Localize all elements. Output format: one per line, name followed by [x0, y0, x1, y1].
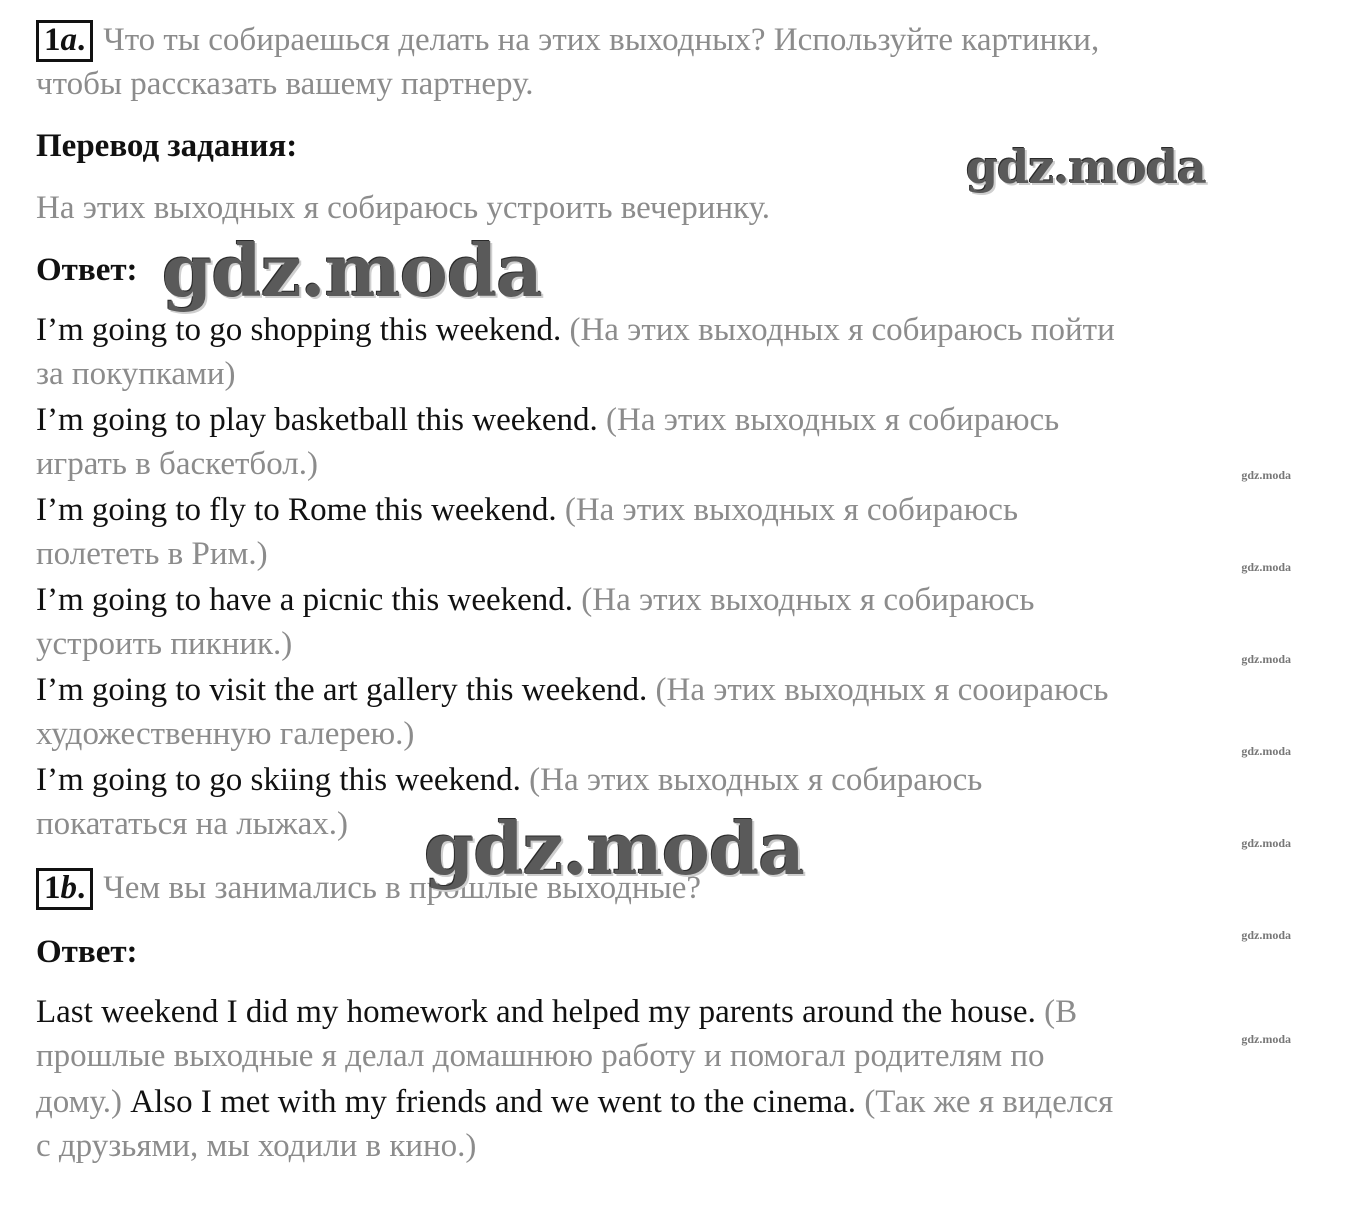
answer-1b-line4: с друзьями, мы ходили в кино.) — [36, 1128, 477, 1164]
answer-heading-1: Ответ: — [36, 252, 138, 288]
translation-text: На этих выходных я собираюсь устроить вечеринку. — [36, 190, 771, 226]
task-1a-question-line2: чтобы рассказать вашему партнеру. — [36, 66, 534, 102]
watermark-small: gdz.moda — [1241, 836, 1291, 850]
watermark-small: gdz.moda — [1241, 560, 1291, 574]
task-1b-number-box: 1b. — [36, 868, 93, 910]
task-1b-question: 1b. Чем вы занимались в прошлые выходные? — [36, 868, 701, 910]
answer-1a-line: I’m going to play basketball this weekend. (На этих выходных я собираюсь — [36, 402, 1060, 438]
watermark-small: gdz.moda — [1241, 468, 1291, 482]
answer-1b-line2: прошлые выходные я делал домашнюю работу и помогал родителям по — [36, 1038, 1045, 1074]
watermark-logo: gdz.moda — [966, 140, 1206, 194]
answer-1a-translation-cont: художественную галерею.) — [36, 716, 415, 752]
task-1a-number-box: 1a. — [36, 20, 93, 62]
watermark-logo: gdz.moda — [424, 806, 804, 891]
translation-heading: Перевод задания: — [36, 128, 298, 164]
answer-1a-translation-cont: покататься на лыжах.) — [36, 806, 349, 842]
answer-1a-translation-cont: за покупками) — [36, 356, 236, 392]
answer-heading-2: Ответ: — [36, 934, 138, 970]
watermark-small: gdz.moda — [1241, 928, 1291, 942]
answer-1a-line: I’m going to go skiing this weekend. (На этих выходных я собираюсь — [36, 762, 983, 798]
answer-1a-translation-cont: играть в баскетбол.) — [36, 446, 318, 482]
watermark-logo: gdz.moda — [162, 228, 542, 313]
watermark-small: gdz.moda — [1241, 744, 1291, 758]
answer-1a-translation-cont: полететь в Рим.) — [36, 536, 268, 572]
answer-1a-line: I’m going to fly to Rome this weekend. (На этих выходных я собираюсь — [36, 492, 1018, 528]
answer-1a-line: I’m going to have a picnic this weekend. (На этих выходных я собираюсь — [36, 582, 1035, 618]
watermark-small: gdz.moda — [1241, 1032, 1291, 1046]
answer-1a-translation-cont: устроить пикник.) — [36, 626, 293, 662]
answer-1a-line: I’m going to visit the art gallery this weekend. (На этих выходных я соoираюсь — [36, 672, 1109, 708]
task-1a-question-line1: 1a. Что ты собираешься делать на этих выходных? Используйте картинки, — [36, 20, 1099, 62]
answer-1a-line: I’m going to go shopping this weekend. (На этих выходных я собираюсь пойти — [36, 312, 1115, 348]
watermark-small: gdz.moda — [1241, 652, 1291, 666]
answer-1b-line3: дому.) Also I met with my friends and we went to the cinema. (Так же я виделся — [36, 1084, 1114, 1120]
answer-1b-line1: Last weekend I did my homework and helped my parents around the house. (В — [36, 994, 1078, 1030]
